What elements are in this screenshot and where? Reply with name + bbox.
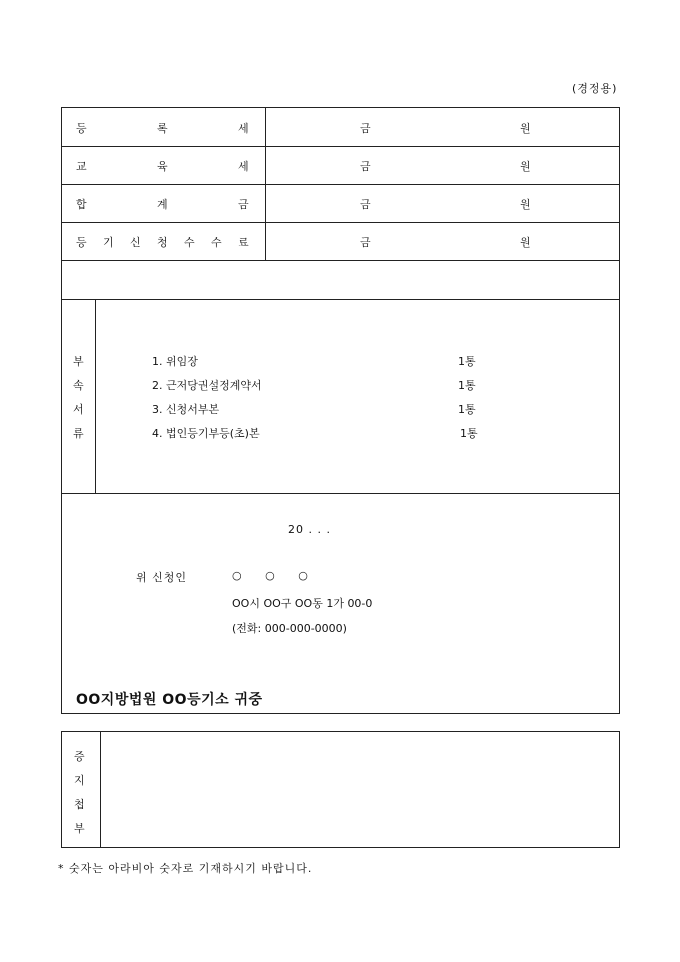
footnote: * 숫자는 아라비아 숫자로 기재하시기 바랍니다. — [58, 862, 313, 875]
attachment-item: 2. 근저당권설정계약서 — [152, 379, 262, 392]
fee-label — [62, 146, 266, 184]
label-char: 증 — [74, 750, 85, 763]
attachment-item: 4. 법인등기부등(초)본 — [152, 427, 260, 440]
label-char: 부 — [73, 355, 84, 368]
label-char: 합 — [76, 198, 87, 211]
label-char: 속 — [73, 379, 84, 392]
label-char: 첩 — [74, 798, 85, 811]
label-char: 류 — [73, 427, 84, 440]
fee-row-education-tax — [62, 146, 619, 185]
fee-table — [61, 107, 620, 714]
amount-unit: 원 — [520, 236, 531, 249]
label-char: 세 — [238, 122, 249, 135]
label-char: 청 — [157, 236, 168, 249]
amount-unit: 원 — [520, 198, 531, 211]
date-line: 20 . . . — [288, 523, 331, 536]
label-char: 기 — [103, 236, 114, 249]
attachments-section — [62, 299, 619, 494]
blank-row — [62, 260, 619, 300]
fee-label — [62, 222, 266, 260]
fee-label — [62, 108, 266, 146]
fee-row-filing-fee — [62, 222, 619, 261]
label-char: 금 — [238, 198, 249, 211]
amount-prefix: 금 — [360, 198, 371, 211]
fee-label — [62, 184, 266, 222]
label-char: 수 — [211, 236, 222, 249]
addressee: OO지방법원 OO등기소 귀중 — [76, 692, 263, 708]
label-char: 지 — [74, 774, 85, 787]
applicant-address: OO시 OO구 OO동 1가 00-0 — [232, 597, 373, 610]
label-char: 등 — [76, 236, 87, 249]
label-char: 서 — [73, 403, 84, 416]
stamp-attach-box — [61, 731, 620, 848]
amount-prefix: 금 — [360, 160, 371, 173]
attachment-item: 1. 위임장 — [152, 355, 198, 368]
label-char: 계 — [157, 198, 168, 211]
attachment-qty: 1통 — [458, 403, 476, 416]
label-char: 록 — [157, 122, 168, 135]
amount-unit: 원 — [520, 160, 531, 173]
amount-prefix: 금 — [360, 122, 371, 135]
label-char: 료 — [238, 236, 249, 249]
label-char: 신 — [130, 236, 141, 249]
attachments-label — [62, 299, 96, 493]
amount-unit: 원 — [520, 122, 531, 135]
attachment-qty: 1통 — [458, 355, 476, 368]
applicant-phone: (전화: 000-000-0000) — [232, 622, 347, 635]
label-char: 육 — [157, 160, 168, 173]
label-char: 교 — [76, 160, 87, 173]
usage-note: (경정용) — [572, 82, 618, 95]
fee-row-total — [62, 184, 619, 223]
attachment-qty: 1통 — [460, 427, 478, 440]
amount-prefix: 금 — [360, 236, 371, 249]
applicant-name: ○ ○ ○ — [232, 569, 318, 582]
label-char: 등 — [76, 122, 87, 135]
label-char: 세 — [238, 160, 249, 173]
fee-row-registration-tax — [62, 108, 619, 147]
applicant-label: 위 신청인 — [136, 571, 188, 584]
label-char: 부 — [74, 822, 85, 835]
label-char: 수 — [184, 236, 195, 249]
attachment-item: 3. 신청서부본 — [152, 403, 220, 416]
stamp-label — [62, 732, 101, 847]
attachment-qty: 1통 — [458, 379, 476, 392]
